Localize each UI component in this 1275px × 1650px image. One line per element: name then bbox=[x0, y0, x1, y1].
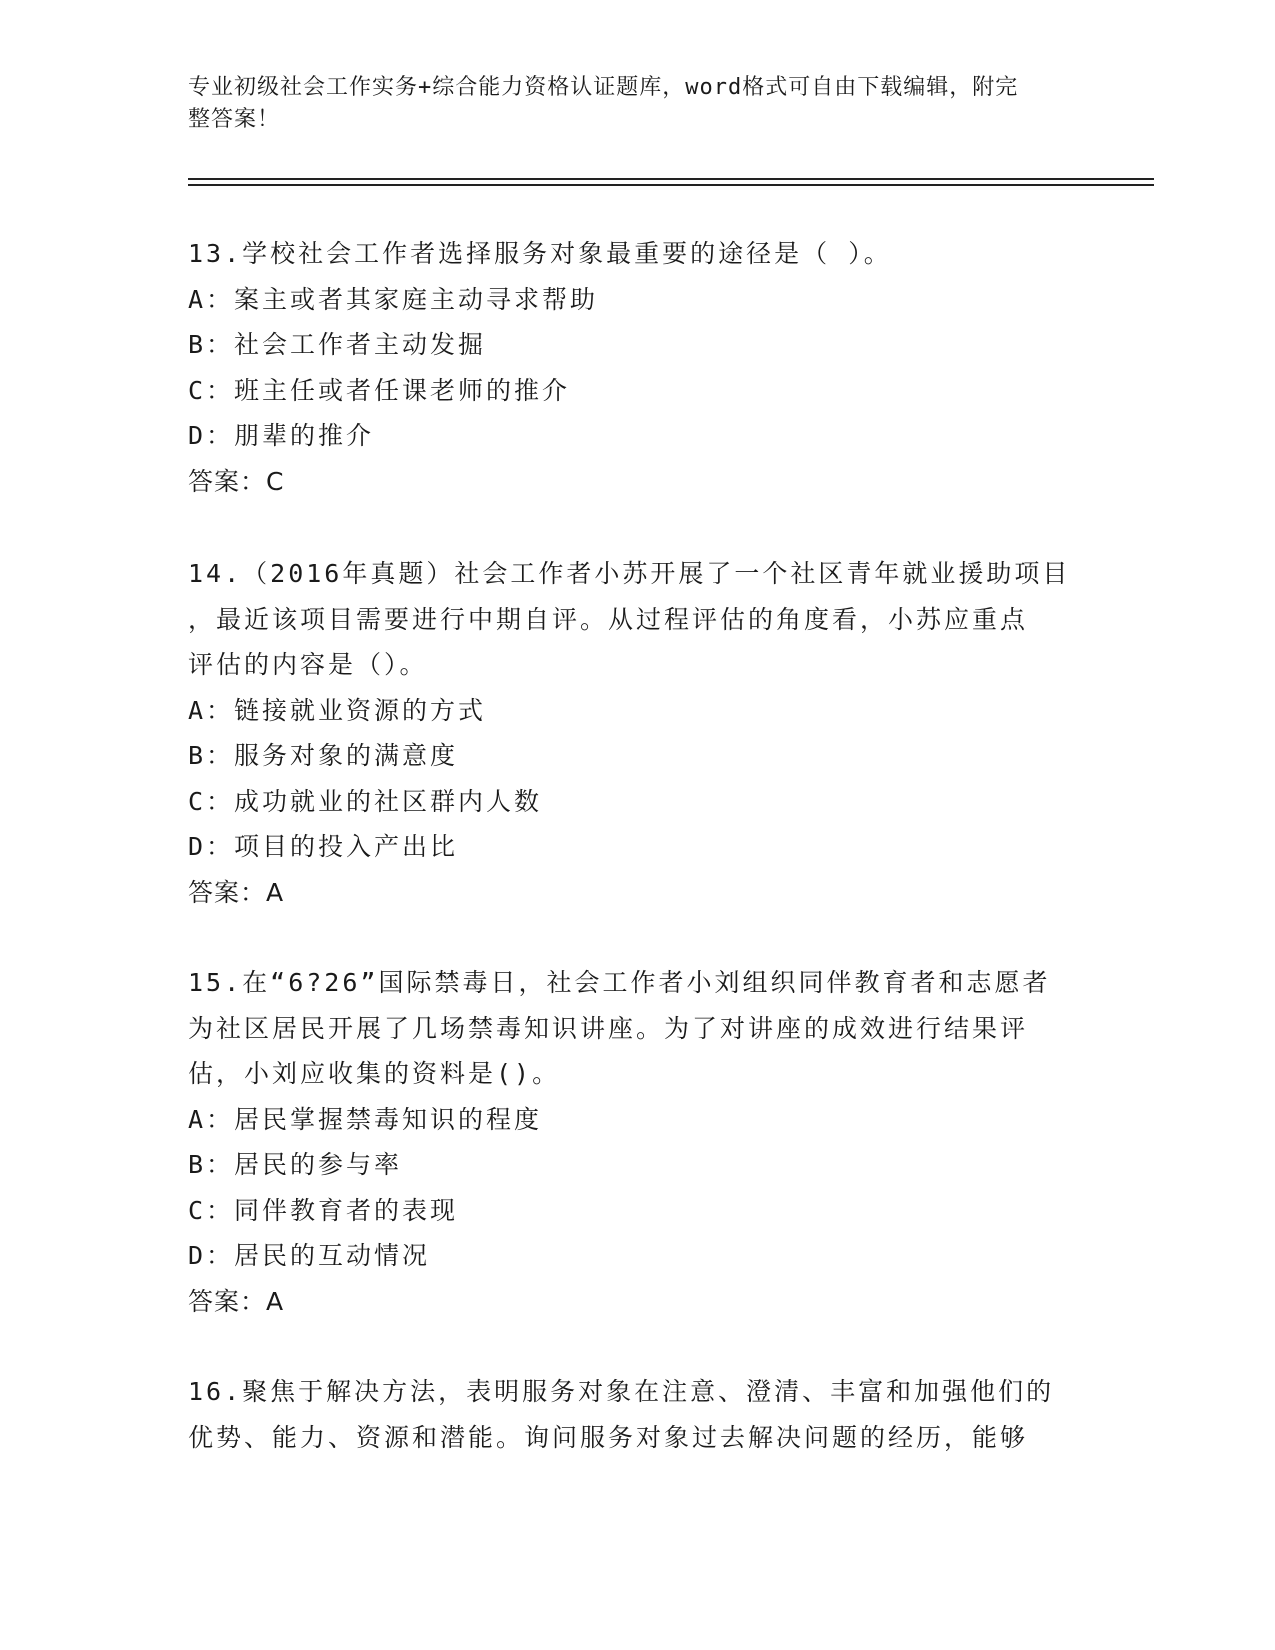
option-b: B：居民的参与率 bbox=[188, 1150, 403, 1179]
answer: 答案：C bbox=[188, 466, 285, 496]
question-13 bbox=[188, 231, 1088, 504]
header-divider bbox=[188, 184, 1154, 186]
answer: 答案：A bbox=[188, 877, 285, 907]
option-b: B：服务对象的满意度 bbox=[188, 741, 459, 770]
option-c: C：同伴教育者的表现 bbox=[188, 1195, 459, 1225]
question-stem: 评估的内容是（）。 bbox=[188, 650, 428, 679]
option-a: A：链接就业资源的方式 bbox=[188, 695, 487, 725]
option-c: C：班主任或者任课老师的推介 bbox=[188, 375, 571, 405]
question-stem: 为社区居民开展了几场禁毒知识讲座。为了对讲座的成效进行结果评 bbox=[188, 1013, 1029, 1043]
option-c: C：成功就业的社区群内人数 bbox=[188, 786, 543, 816]
question-16 bbox=[188, 1369, 1088, 1460]
question-stem: 优势、能力、资源和潜能。询问服务对象过去解决问题的经历，能够 bbox=[188, 1422, 1029, 1452]
header-line: 专业初级社会工作实务+综合能力资格认证题库，word格式可自由下载编辑，附完 bbox=[188, 75, 1019, 100]
question-stem: 估，小刘应收集的资料是()。 bbox=[188, 1059, 561, 1088]
option-d: D：居民的互动情况 bbox=[188, 1241, 431, 1270]
question-stem: ，最近该项目需要进行中期自评。从过程评估的角度看，小苏应重点 bbox=[188, 604, 1029, 634]
option-b: B：社会工作者主动发掘 bbox=[188, 330, 487, 359]
question-stem: 15.在“6?26”国际禁毒日，社会工作者小刘组织同伴教育者和志愿者 bbox=[188, 968, 1051, 997]
header-line: 整答案！ bbox=[188, 107, 281, 132]
question-stem: 14.（2016年真题）社会工作者小苏开展了一个社区青年就业援助项目 bbox=[188, 559, 1071, 588]
question-stem: 16.聚焦于解决方法，表明服务对象在注意、澄清、丰富和加强他们的 bbox=[188, 1377, 1055, 1406]
answer: 答案：A bbox=[188, 1286, 285, 1316]
question-stem: 13.学校社会工作者选择服务对象最重要的途径是（ ）。 bbox=[188, 239, 892, 268]
document-header bbox=[188, 72, 1088, 136]
option-d: D：项目的投入产出比 bbox=[188, 832, 459, 861]
option-a: A：案主或者其家庭主动寻求帮助 bbox=[188, 284, 599, 314]
option-a: A：居民掌握禁毒知识的程度 bbox=[188, 1104, 543, 1134]
question-14 bbox=[188, 551, 1088, 915]
option-d: D：朋辈的推介 bbox=[188, 421, 375, 450]
header-divider bbox=[188, 178, 1154, 180]
question-15 bbox=[188, 960, 1088, 1324]
